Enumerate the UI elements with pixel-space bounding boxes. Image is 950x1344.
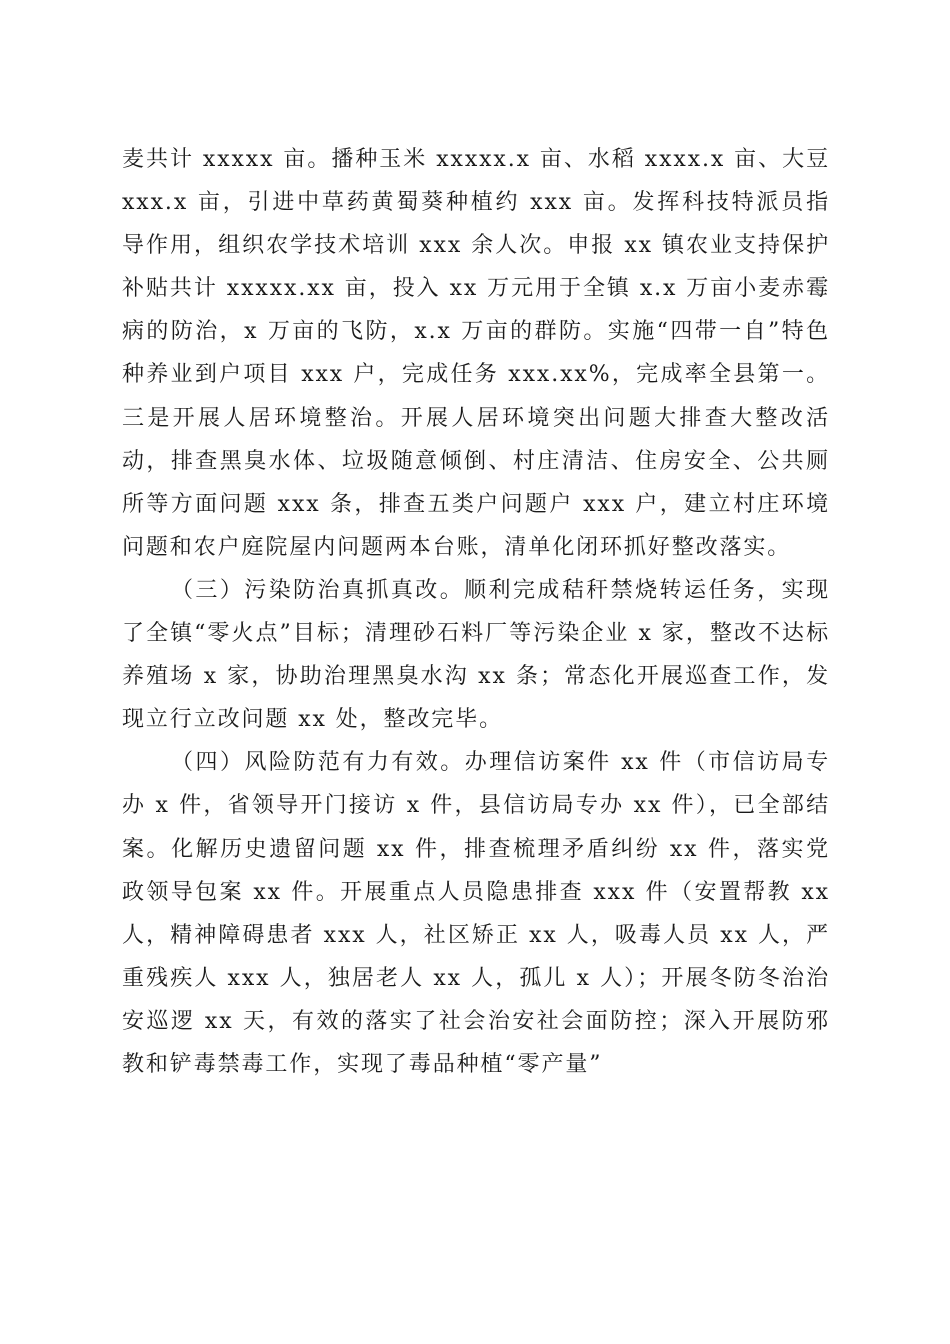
paragraph-risk-prevention: （四）风险防范有力有效。办理信访案件 xx 件（市信访局专办 x 件，省领导开门接访 x 件，县信访局专办 xx 件），已全部结案。化解历史遗留问题 xx 件，排查梳理矛盾纠纷 xx 件，落实党政领导包案 xx 件。开展重点人员隐患排查 xxx 件（安置帮教 xx 人，精神障碍患者 xxx 人，社区矫正 xx 人，吸毒人员 xx 人，严重残疾人 xxx 人，独居老人 xx 人，孤儿 x 人）；开展冬防冬治治安巡逻 xx 天，有效的落实了社会治安社会面防控；深入开展防邪教和铲毒禁毒工作，实现了毒品种植“零产量” (122, 750, 830, 1077)
paragraph-continuation: 麦共计 xxxxx 亩。播种玉米 xxxxx.x 亩、水稻 xxxx.x 亩、大豆 xxx.x 亩，引进中草药黄蜀葵种植约 xxx 亩。发挥科技特派员指导作用，组织农学技术培训 xxx 余人次。申报 xx 镇农业支持保护补贴共计 xxxxx.xx 亩，投入 xx 万元用于全镇 x.x 万亩小麦赤霉病的防治，x 万亩的飞防，x.x 万亩的群防。实施“四带一自”特色种养业到户项目 xxx 户，完成任务 xxx.xx%，完成率全县第一。三是开展人居环境整治。开展人居环境突出问题大排查大整改活动，排查黑臭水体、垃圾随意倾倒、村庄清洁、住房安全、公共厕所等方面问题 xxx 条，排查五类户问题户 xxx 户，建立村庄环境问题和农户庭院屋内问题两本台账，清单化闭环抓好整改落实。 (122, 147, 830, 560)
paragraph-pollution-control: （三）污染防治真抓真改。顺利完成秸秆禁烧转运任务，实现了全镇“零火点”目标；清理砂石料厂等污染企业 x 家，整改不达标养殖场 x 家，协助治理黑臭水沟 xx 条；常态化开展巡查工作，发现立行立改问题 xx 处，整改完毕。 (122, 577, 830, 733)
document-body (122, 138, 830, 1086)
